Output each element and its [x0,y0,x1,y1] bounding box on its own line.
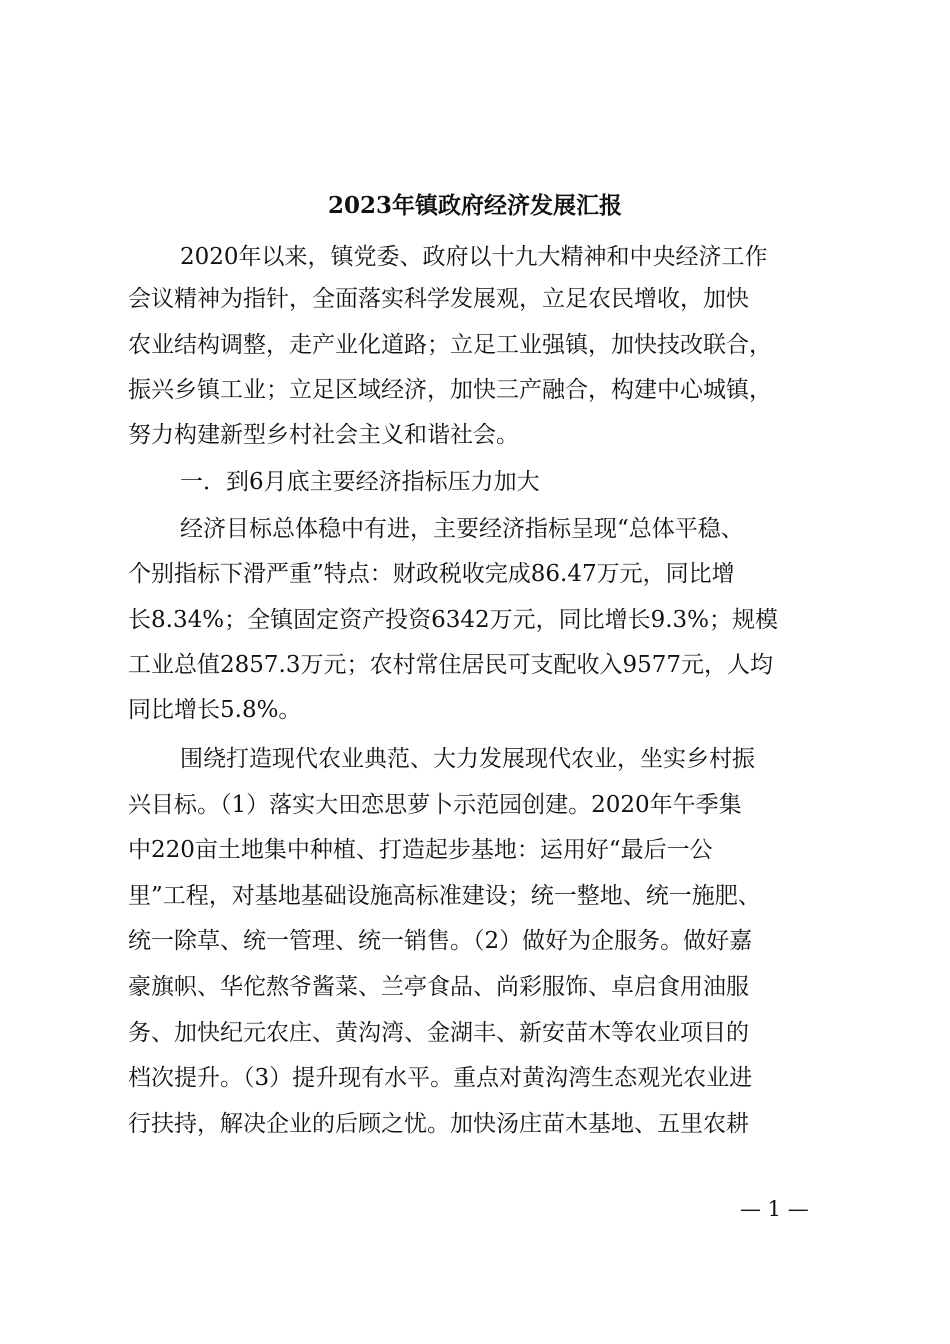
paragraph-3-line-8: 档次提升。（3）提升现有水平。重点对黄沟湾生态观光农业进 [128,1065,753,1091]
paragraph-2-line-4: 工业总值2857.3万元；农村常住居民可支配收入9577元，人均 [128,652,774,678]
paragraph-3-line-2: 兴目标。（1）落实大田恋思萝卜示范园创建。2020年午季集 [128,792,742,818]
paragraph-3-line-6: 豪旗帜、华佗熬爷酱菜、兰亭食品、尚彩服饰、卓启食用油服 [128,974,749,1000]
paragraph-1-line-5: 努力构建新型乡村社会主义和谐社会。 [128,422,519,448]
paragraph-3-line-4: 里”工程，对基地基础设施高标准建设；统一整地、统一施肥、 [128,883,761,909]
paragraph-3-line-7: 务、加快纪元农庄、黄沟湾、金湖丰、新安苗木等农业项目的 [128,1020,749,1046]
section-heading-1: 一．到6月底主要经济指标压力加大 [180,469,540,495]
paragraph-2-line-3: 长8.34%；全镇固定资产投资6342万元，同比增长9.3%；规模 [128,607,779,633]
paragraph-1-line-2: 会议精神为指针，全面落实科学发展观，立足农民增收，加快 [128,286,749,312]
paragraph-1-line-4: 振兴乡镇工业；立足区域经济，加快三产融合，构建中心城镇， [128,377,772,403]
paragraph-3-line-5: 统一除草、统一管理、统一销售。（2）做好为企服务。做好嘉 [128,928,753,954]
paragraph-2-line-1: 经济目标总体稳中有进，主要经济指标呈现“总体平稳、 [180,516,744,542]
page-number: — 1 — [740,1197,809,1221]
paragraph-3-line-3: 中220亩土地集中种植、打造起步基地：运用好“最后一公 [128,837,713,863]
paragraph-1-line-1: 2020年以来，镇党委、政府以十九大精神和中央经济工作 [180,244,768,270]
paragraph-3-line-9: 行扶持，解决企业的后顾之忧。加快汤庄苗木基地、五里农耕 [128,1111,749,1137]
paragraph-1-line-3: 农业结构调整，走产业化道路；立足工业强镇，加快技改联合， [128,332,772,358]
paragraph-2-line-2: 个别指标下滑严重”特点：财政税收完成86.47万元，同比增 [128,561,735,587]
paragraph-2-line-5: 同比增长5.8%。 [128,697,302,723]
paragraph-3-line-1: 围绕打造现代农业典范、大力发展现代农业，坐实乡村振 [180,746,755,772]
page-title: 2023年镇政府经济发展汇报 [327,192,622,219]
